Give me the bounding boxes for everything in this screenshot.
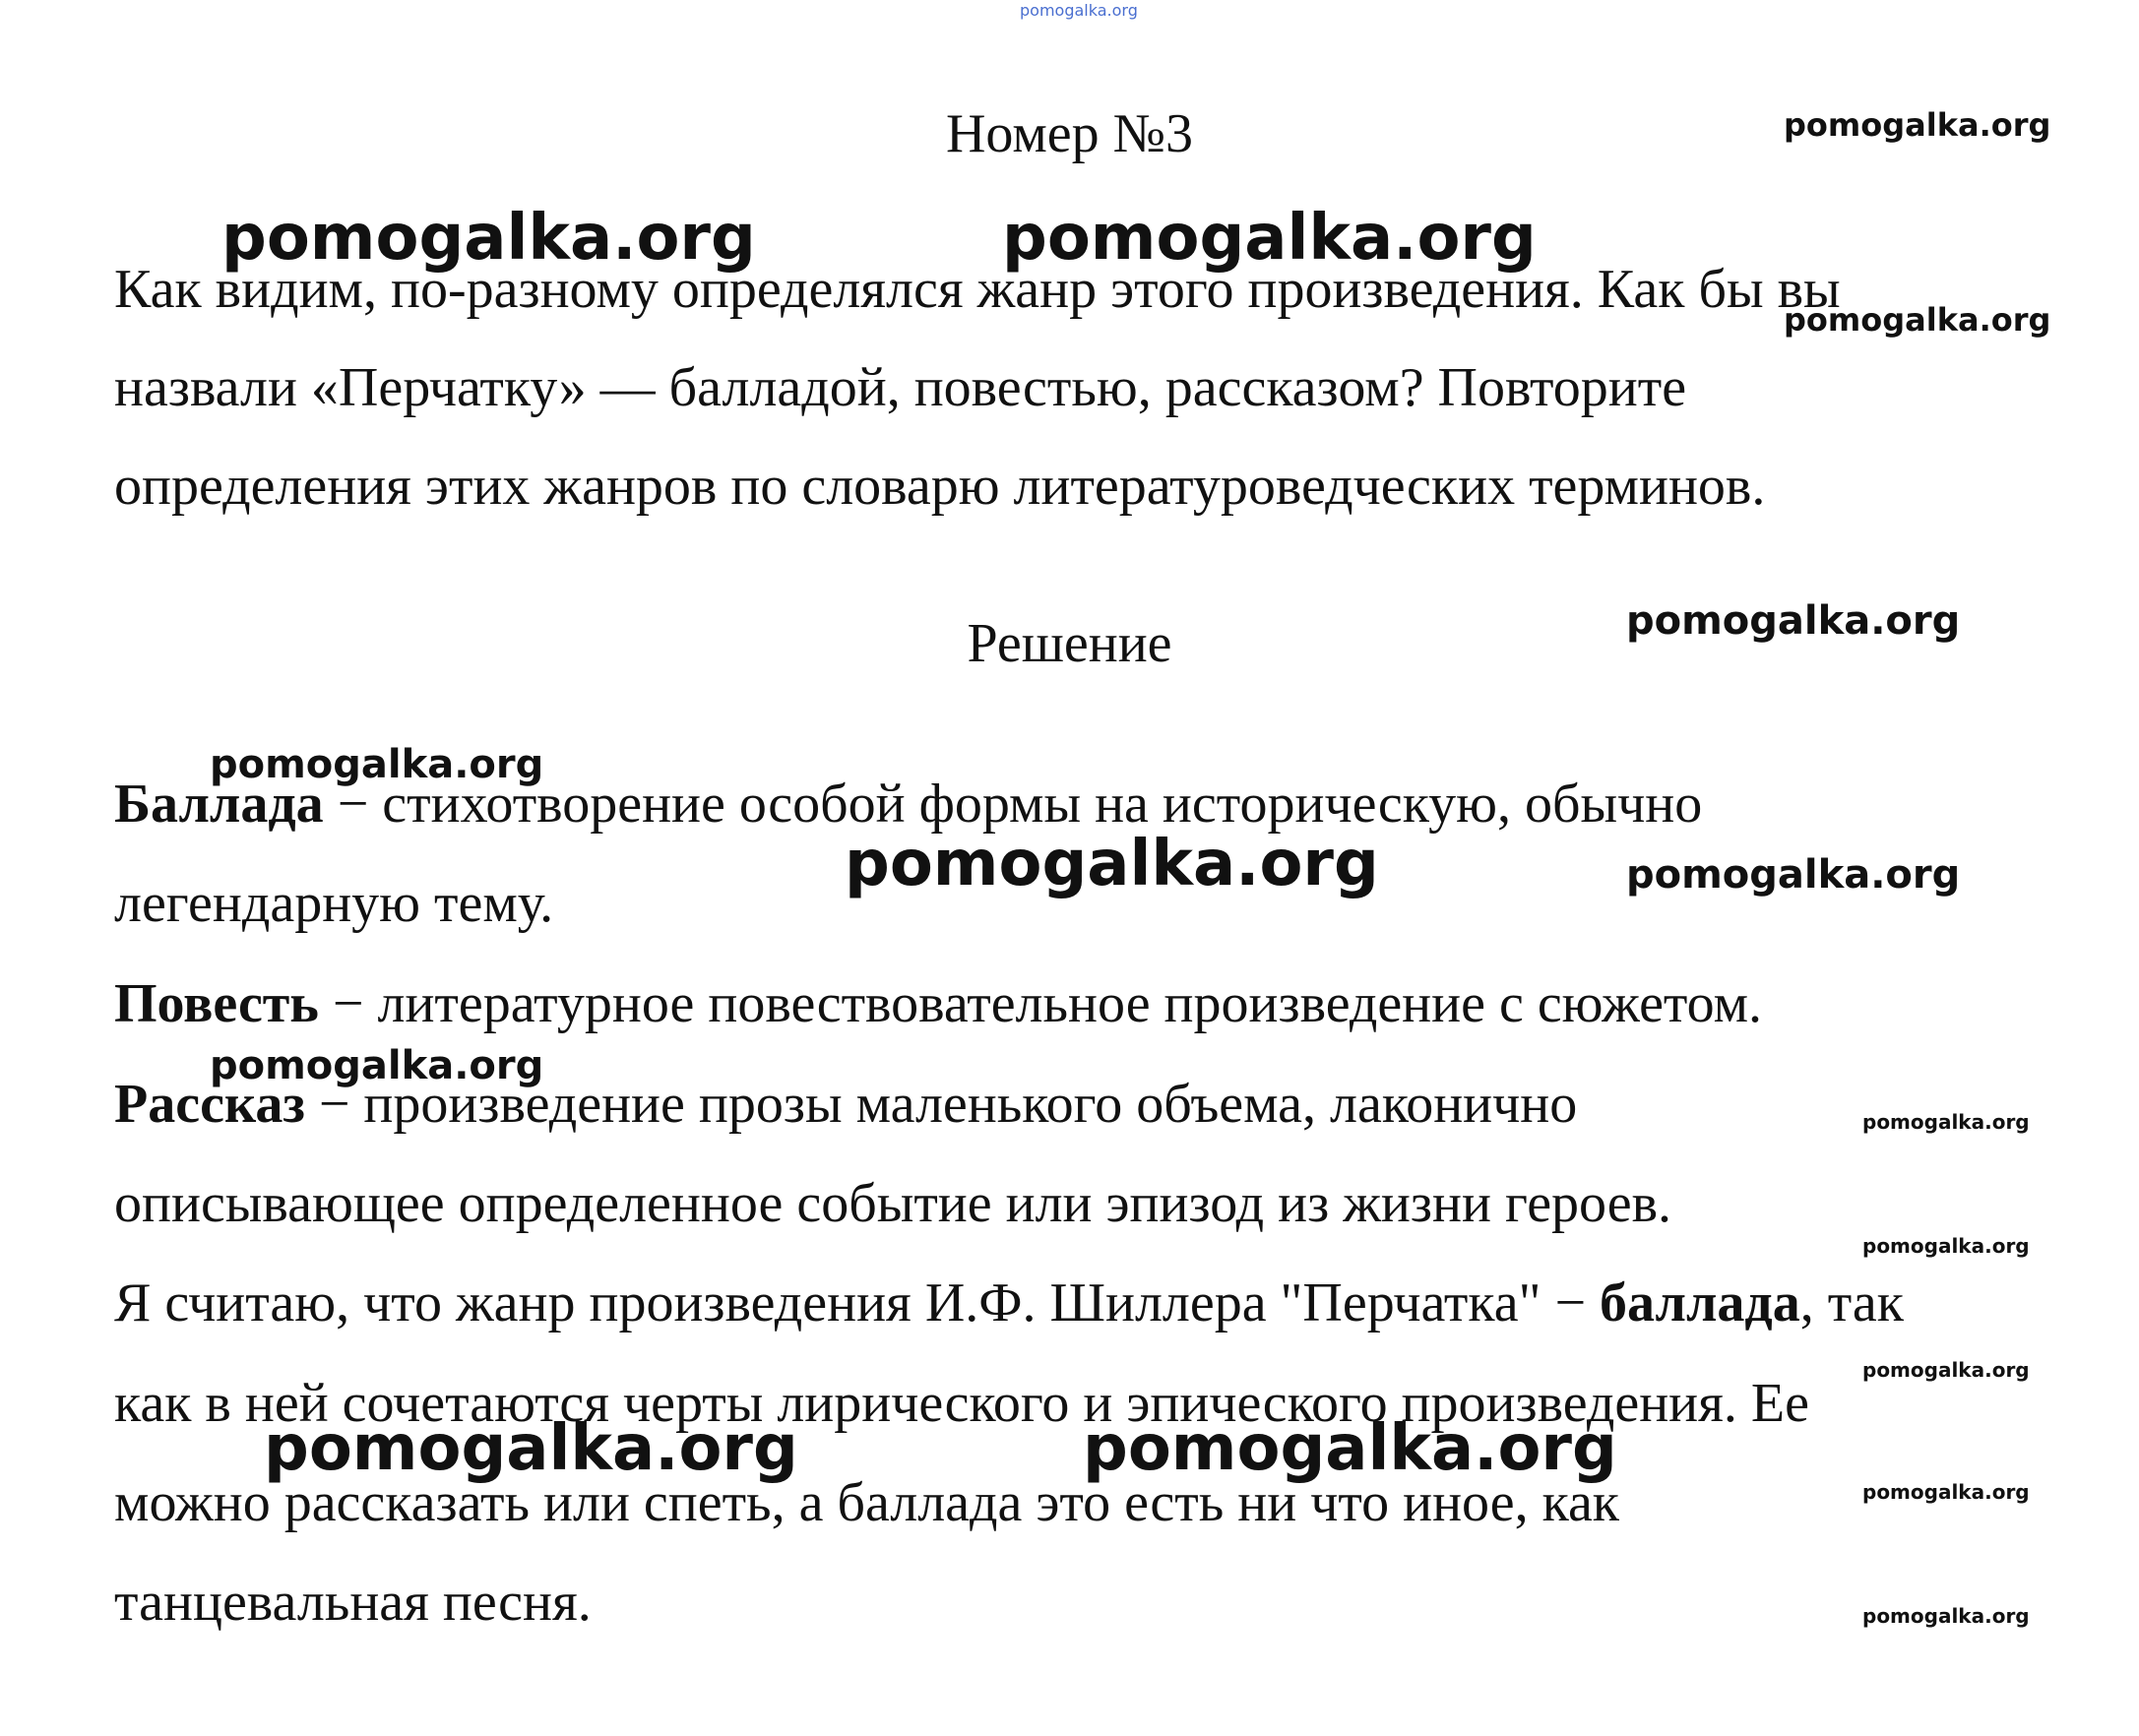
conclusion-line-1 (114, 1271, 1904, 1334)
term-rasskaz: Рассказ (114, 1074, 305, 1135)
watermark: pomogalka.org (1784, 301, 2051, 339)
definition-povest-line-1 (114, 972, 1762, 1035)
conclusion-line-2: как в ней сочетаются черты лирического и эпического произведения. Ее (114, 1373, 1809, 1434)
watermark: pomogalka.org (1862, 1110, 2030, 1134)
watermark: pomogalka.org (1862, 1234, 2030, 1258)
term-povest: Повесть (114, 973, 319, 1034)
question-line-3: определения этих жанров по словарю литературоведческих терминов. (114, 456, 1766, 517)
watermark: pomogalka.org (1002, 202, 1537, 275)
watermark: pomogalka.org (1626, 598, 1961, 644)
definition-ballad-line-2: легендарную тему. (114, 873, 554, 934)
watermark: pomogalka.org (221, 202, 756, 275)
watermark: pomogalka.org (210, 742, 544, 787)
question-line-2: назвали «Перчатку» — балладой, повестью, рассказом? Повторите (114, 357, 1687, 418)
conclusion-genre: баллада (1600, 1272, 1800, 1333)
conclusion-line-3: можно рассказать или спеть, а баллада это есть ни что иное, как (114, 1472, 1620, 1533)
term-ballad: Баллада (114, 774, 324, 835)
watermark: pomogalka.org (845, 828, 1379, 900)
watermark: pomogalka.org (1083, 1412, 1617, 1485)
conclusion-line-1-start: Я считаю, что жанр произведения И.Ф. Шиллера "Перчатка" − (114, 1272, 1601, 1333)
watermark: pomogalka.org (1862, 1604, 2030, 1628)
watermark-top: pomogalka.org (1020, 1, 1138, 20)
watermark: pomogalka.org (1862, 1480, 2030, 1504)
watermark: pomogalka.org (1626, 852, 1961, 898)
page-title: Номер №3 (945, 103, 1194, 164)
definition-ballad-text: − стихотворение особой формы на историческую, обычно (323, 774, 1703, 835)
definition-rasskaz-text: − произведение прозы маленького объема, лаконично (304, 1074, 1578, 1135)
watermark: pomogalka.org (210, 1043, 544, 1088)
definition-povest-text: − литературное повествовательное произведение с сюжетом. (318, 973, 1763, 1034)
watermark: pomogalka.org (264, 1412, 798, 1485)
conclusion-line-4: танцевальная песня. (114, 1572, 592, 1633)
watermark: pomogalka.org (1862, 1358, 2030, 1382)
question-line-1: Как видим, по-разному определялся жанр этого произведения. Как бы вы (114, 259, 1841, 320)
conclusion-line-1-end: , так (1799, 1272, 1904, 1333)
solution-heading: Решение (967, 613, 1172, 674)
definition-rasskaz-line-2: описывающее определенное событие или эпизод из жизни героев. (114, 1173, 1672, 1234)
watermark: pomogalka.org (1784, 106, 2051, 144)
